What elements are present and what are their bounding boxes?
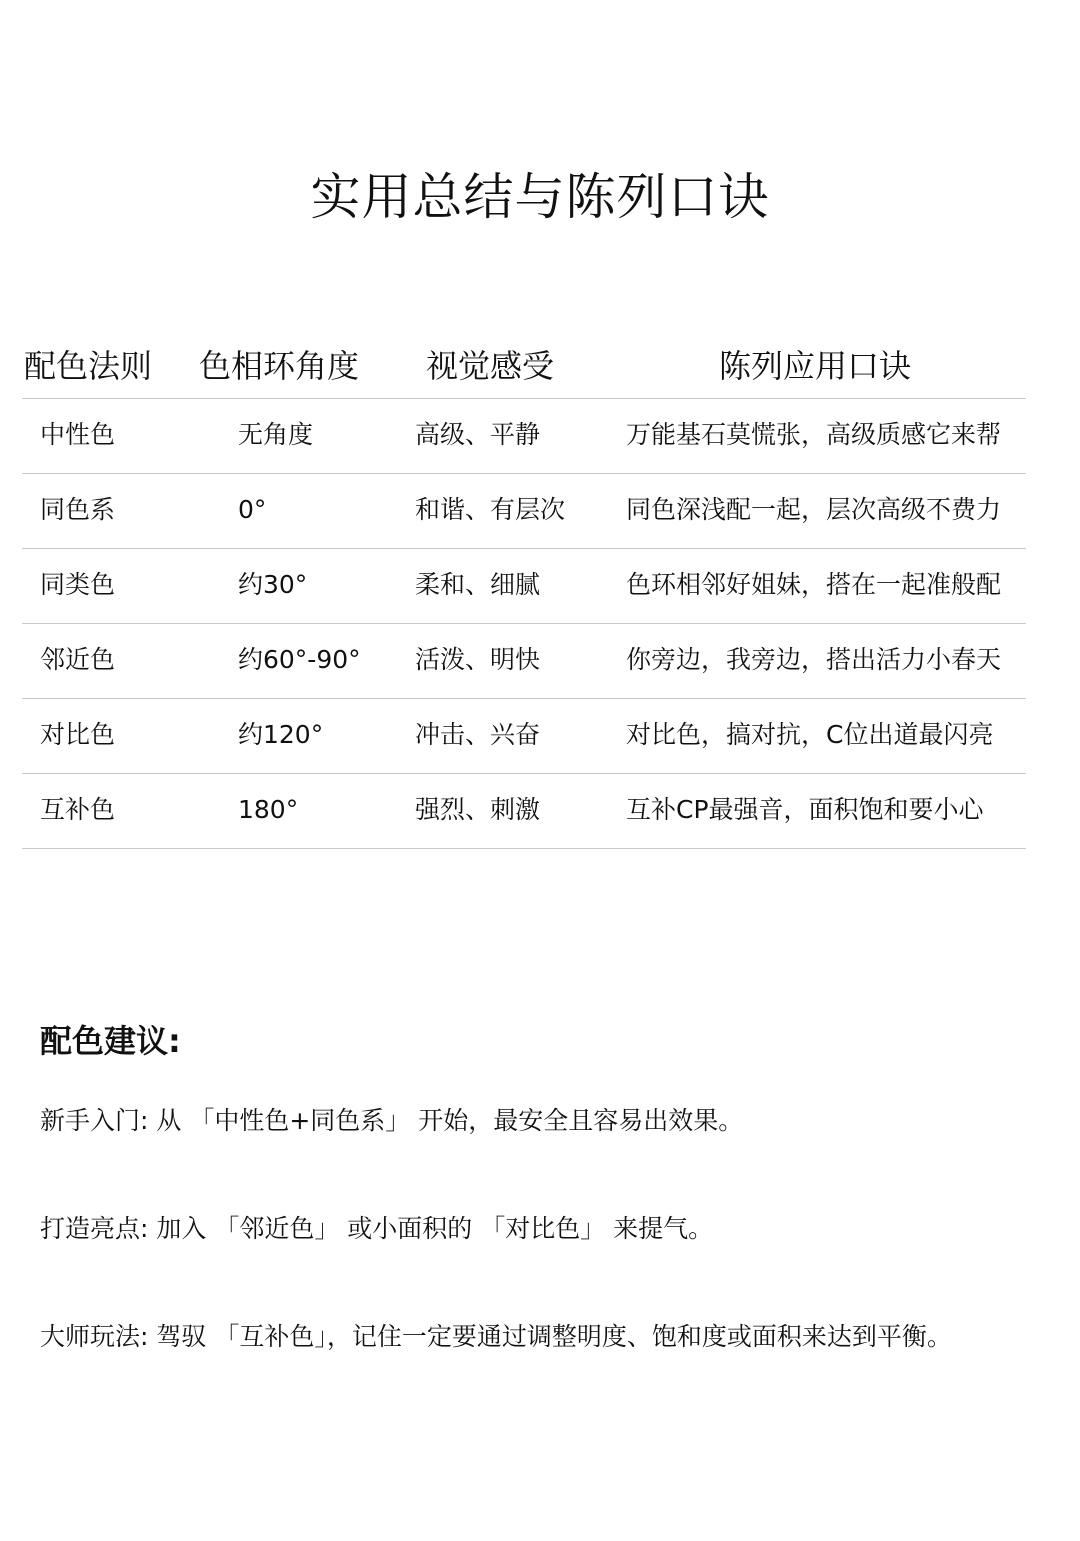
cell-feeling: 活泼、明快 xyxy=(415,645,541,674)
color-rules-table xyxy=(22,334,1026,849)
cell-angle: 180° xyxy=(238,795,299,824)
advice-item-highlight: 打造亮点: 加入 「邻近色」 或小面积的 「对比色」 来提气。 xyxy=(40,1214,714,1243)
cell-tip: 万能基石莫慌张，高级质感它来帮 xyxy=(626,420,1002,449)
table-row xyxy=(22,774,1026,849)
table-row xyxy=(22,399,1026,474)
cell-tip: 对比色，搞对抗，C位出道最闪亮 xyxy=(626,720,994,749)
table-header xyxy=(22,334,1026,399)
advice-heading: 配色建议: xyxy=(40,1022,181,1060)
table-row xyxy=(22,549,1026,624)
cell-feeling: 和谐、有层次 xyxy=(415,495,566,524)
cell-feeling: 高级、平静 xyxy=(415,420,541,449)
cell-rule: 同色系 xyxy=(40,495,116,524)
header-feeling: 视觉感受 xyxy=(426,347,555,385)
cell-angle: 约60°-90° xyxy=(238,645,361,674)
header-angle: 色相环角度 xyxy=(199,347,360,385)
cell-tip: 你旁边，我旁边，搭出活力小春天 xyxy=(626,645,1002,674)
cell-tip: 色环相邻好姐妹，搭在一起准般配 xyxy=(626,570,1002,599)
table-row xyxy=(22,624,1026,699)
table-row xyxy=(22,474,1026,549)
cell-tip: 互补CP最强音，面积饱和要小心 xyxy=(626,795,984,824)
advice-item-master: 大师玩法: 驾驭 「互补色」，记住一定要通过调整明度、饱和度或面积来达到平衡。 xyxy=(40,1322,952,1351)
cell-angle: 约120° xyxy=(238,720,324,749)
cell-feeling: 冲击、兴奋 xyxy=(415,720,541,749)
header-rule: 配色法则 xyxy=(24,347,153,385)
header-tip: 陈列应用口诀 xyxy=(719,347,912,385)
advice-section xyxy=(40,1018,1050,1351)
table-row xyxy=(22,699,1026,774)
cell-angle: 0° xyxy=(238,495,267,524)
cell-rule: 邻近色 xyxy=(40,645,116,674)
cell-angle: 无角度 xyxy=(238,420,314,449)
cell-rule: 对比色 xyxy=(40,720,116,749)
cell-angle: 约30° xyxy=(238,570,308,599)
advice-item-beginner: 新手入门: 从 「中性色+同色系」 开始，最安全且容易出效果。 xyxy=(40,1106,744,1135)
cell-rule: 互补色 xyxy=(40,795,116,824)
cell-feeling: 强烈、刺激 xyxy=(415,795,541,824)
cell-rule: 中性色 xyxy=(40,420,116,449)
cell-tip: 同色深浅配一起，层次高级不费力 xyxy=(626,495,1002,524)
page-title: 实用总结与陈列口诀 xyxy=(310,168,770,226)
cell-feeling: 柔和、细腻 xyxy=(415,570,541,599)
cell-rule: 同类色 xyxy=(40,570,116,599)
